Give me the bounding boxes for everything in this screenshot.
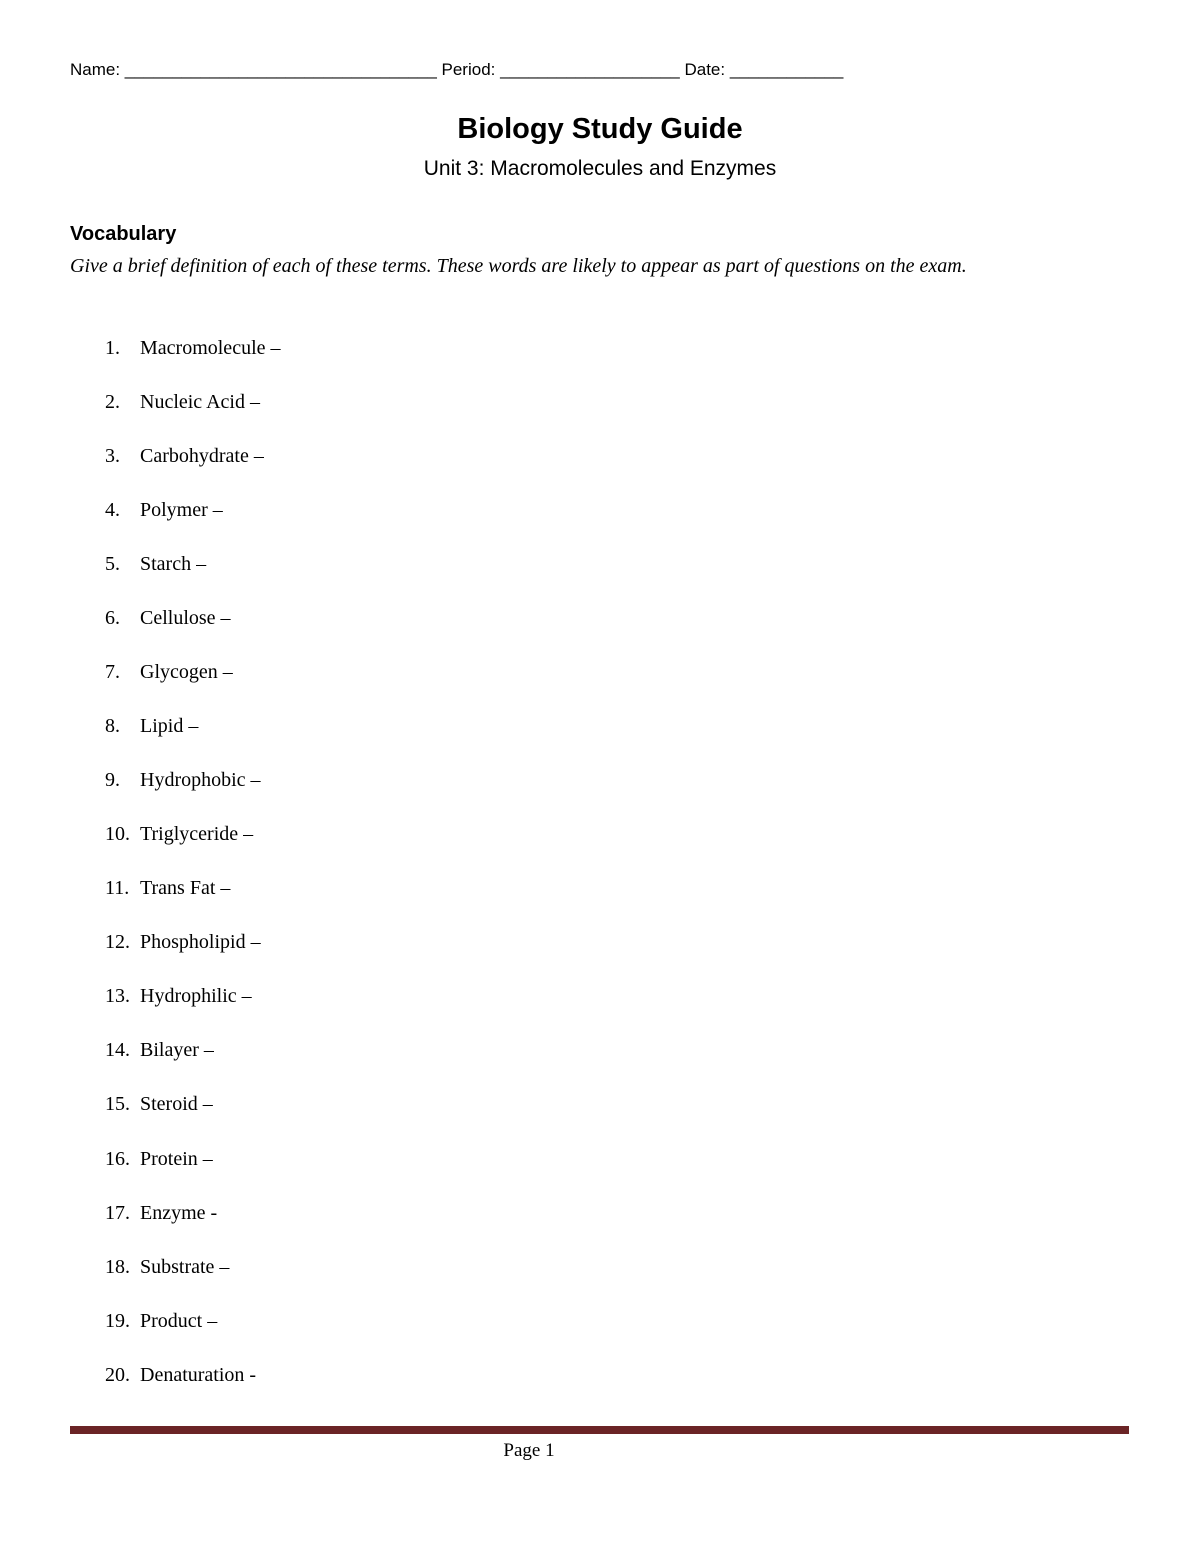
item-term: Enzyme - bbox=[140, 1202, 218, 1224]
list-item bbox=[105, 929, 261, 955]
item-term: Carbohydrate – bbox=[140, 445, 264, 467]
footer-divider bbox=[70, 1426, 1129, 1434]
item-term: Denaturation - bbox=[140, 1364, 257, 1386]
item-term: Starch – bbox=[140, 553, 207, 575]
item-number: 14. bbox=[105, 1039, 130, 1061]
list-item bbox=[105, 1308, 217, 1334]
item-number: 15. bbox=[105, 1093, 130, 1115]
document-subtitle: Unit 3: Macromolecules and Enzymes bbox=[423, 157, 777, 180]
item-term: Hydrophilic – bbox=[140, 985, 252, 1007]
item-number: 13. bbox=[105, 985, 130, 1007]
item-number: 3. bbox=[105, 445, 120, 467]
item-term: Triglyceride – bbox=[140, 823, 254, 845]
item-number: 6. bbox=[105, 607, 120, 629]
item-term: Macromolecule – bbox=[140, 337, 281, 359]
item-number: 4. bbox=[105, 499, 120, 521]
list-item bbox=[105, 443, 264, 469]
list-item bbox=[105, 659, 233, 685]
list-item bbox=[105, 335, 281, 361]
list-item bbox=[105, 497, 223, 523]
list-item bbox=[105, 983, 252, 1009]
item-term: Steroid – bbox=[140, 1093, 213, 1115]
list-item bbox=[105, 875, 230, 901]
item-number: 2. bbox=[105, 391, 120, 413]
list-item bbox=[105, 1091, 213, 1117]
student-info-line: Name: _________________________________ Period: ___________________ Date: ____________ bbox=[70, 60, 844, 79]
item-number: 7. bbox=[105, 661, 120, 683]
item-term: Substrate – bbox=[140, 1256, 230, 1278]
item-term: Protein – bbox=[140, 1148, 213, 1170]
item-number: 17. bbox=[105, 1202, 130, 1224]
item-term: Bilayer – bbox=[140, 1039, 214, 1061]
item-number: 19. bbox=[105, 1310, 130, 1332]
item-term: Hydrophobic – bbox=[140, 769, 261, 791]
list-item bbox=[105, 821, 253, 847]
item-number: 1. bbox=[105, 337, 120, 359]
list-item bbox=[105, 1254, 229, 1280]
item-number: 9. bbox=[105, 769, 120, 791]
page-number: Page 1 bbox=[503, 1440, 555, 1461]
item-term: Lipid – bbox=[140, 715, 199, 737]
vocabulary-heading: Vocabulary bbox=[70, 223, 177, 245]
item-term: Nucleic Acid – bbox=[140, 391, 260, 413]
item-number: 11. bbox=[105, 877, 130, 899]
item-number: 5. bbox=[105, 553, 120, 575]
item-number: 10. bbox=[105, 823, 130, 845]
list-item bbox=[105, 551, 206, 577]
list-item bbox=[105, 767, 261, 793]
item-number: 18. bbox=[105, 1256, 130, 1278]
list-item bbox=[105, 713, 198, 739]
list-item bbox=[105, 1362, 256, 1388]
vocabulary-instructions: Give a brief definition of each of these terms. These words are likely to appear as part of questions on the exam. bbox=[70, 255, 967, 277]
item-term: Phospholipid – bbox=[140, 931, 261, 953]
item-number: 12. bbox=[105, 931, 130, 953]
item-number: 16. bbox=[105, 1148, 130, 1170]
item-number: 8. bbox=[105, 715, 120, 737]
item-number: 20. bbox=[105, 1364, 130, 1386]
list-item bbox=[105, 605, 231, 631]
item-term: Cellulose – bbox=[140, 607, 231, 629]
item-term: Glycogen – bbox=[140, 661, 233, 683]
list-item bbox=[105, 1037, 214, 1063]
item-term: Polymer – bbox=[140, 499, 223, 521]
item-term: Trans Fat – bbox=[140, 877, 231, 899]
item-term: Product – bbox=[140, 1310, 218, 1332]
list-item bbox=[105, 389, 260, 415]
document-title: Biology Study Guide bbox=[457, 113, 743, 145]
list-item bbox=[105, 1146, 213, 1172]
list-item bbox=[105, 1200, 217, 1226]
